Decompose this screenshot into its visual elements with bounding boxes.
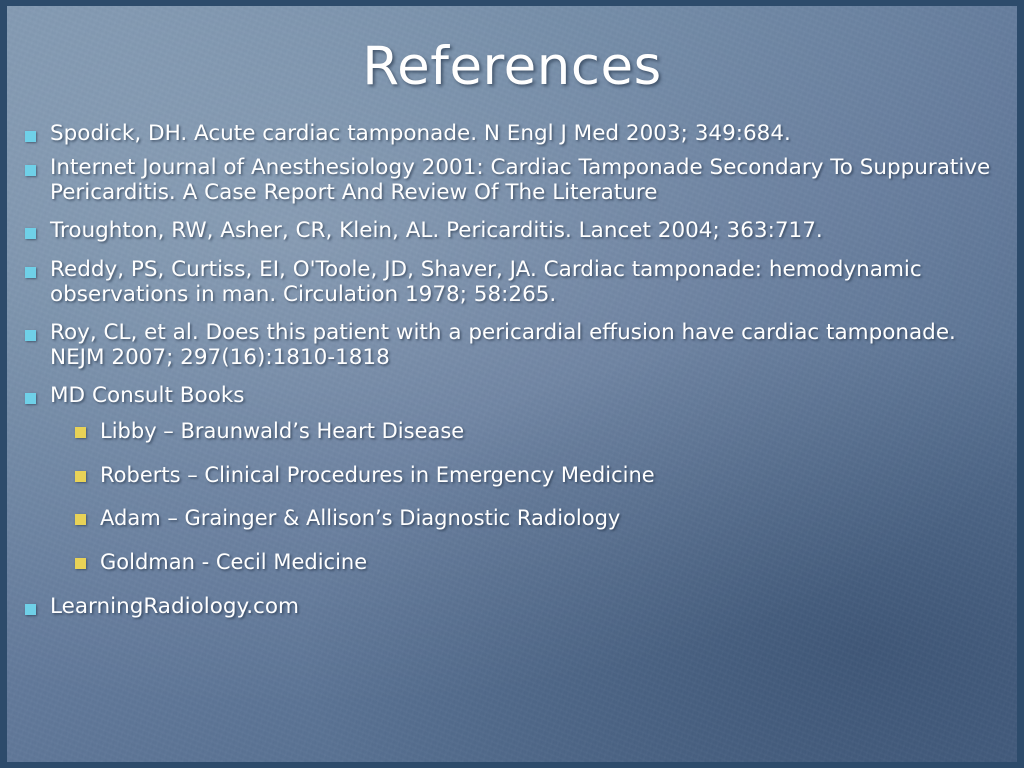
- sub-reference-text: Libby – Braunwald’s Heart Disease: [100, 419, 465, 444]
- sub-list-item: [75, 419, 991, 444]
- sub-list-item: [75, 463, 991, 488]
- list-item: [25, 121, 991, 146]
- bullet-square-icon: [25, 393, 36, 404]
- page-title: References: [362, 36, 662, 97]
- slide-body: [7, 6, 1017, 762]
- bullet-square-icon: [75, 471, 86, 482]
- bullet-square-icon: [25, 228, 36, 239]
- bullet-square-icon: [25, 267, 36, 278]
- reference-text: Internet Journal of Anesthesiology 2001: Cardiac Tamponade Secondary To Suppurative Pericarditis. A Case Report And Review Of The Literature: [50, 155, 991, 206]
- bullet-square-icon: [25, 330, 36, 341]
- reference-text: Reddy, PS, Curtiss, EI, O'Toole, JD, Shaver, JA. Cardiac tamponade: hemodynamic observations in man. Circulation 1978; 58:265.: [50, 256, 922, 307]
- reference-text: Roy, CL, et al. Does this patient with a pericardial effusion have cardiac tamponade. NEJM 2007; 297(16):1810-1818: [50, 319, 956, 370]
- list-item: [25, 155, 991, 205]
- sub-reference-text: Goldman - Cecil Medicine: [100, 549, 368, 574]
- bullet-square-icon: [75, 558, 86, 569]
- list-item: [25, 383, 991, 408]
- list-item: [25, 257, 991, 307]
- reference-text: Troughton, RW, Asher, CR, Klein, AL. Pericarditis. Lancet 2004; 363:717.: [50, 218, 823, 244]
- list-item: [25, 218, 991, 243]
- bullet-square-icon: [25, 165, 36, 176]
- bullet-square-icon: [25, 604, 36, 615]
- reference-text: Spodick, DH. Acute cardiac tamponade. N Engl J Med 2003; 349:684.: [50, 121, 791, 146]
- bullet-square-icon: [75, 514, 86, 525]
- sub-reference-text: Adam – Grainger & Allison’s Diagnostic Radiology: [100, 506, 621, 531]
- reference-text: LearningRadiology.com: [50, 593, 299, 619]
- bullet-square-icon: [75, 427, 86, 438]
- sub-list-item: [75, 550, 991, 575]
- list-item: [25, 320, 991, 370]
- bullet-square-icon: [25, 131, 36, 142]
- sub-reference-text: Roberts – Clinical Procedures in Emergency Medicine: [100, 462, 655, 487]
- reference-list: [7, 121, 1017, 619]
- list-item: [25, 594, 991, 619]
- sub-list-item: [75, 506, 991, 531]
- reference-text: MD Consult Books: [50, 383, 245, 409]
